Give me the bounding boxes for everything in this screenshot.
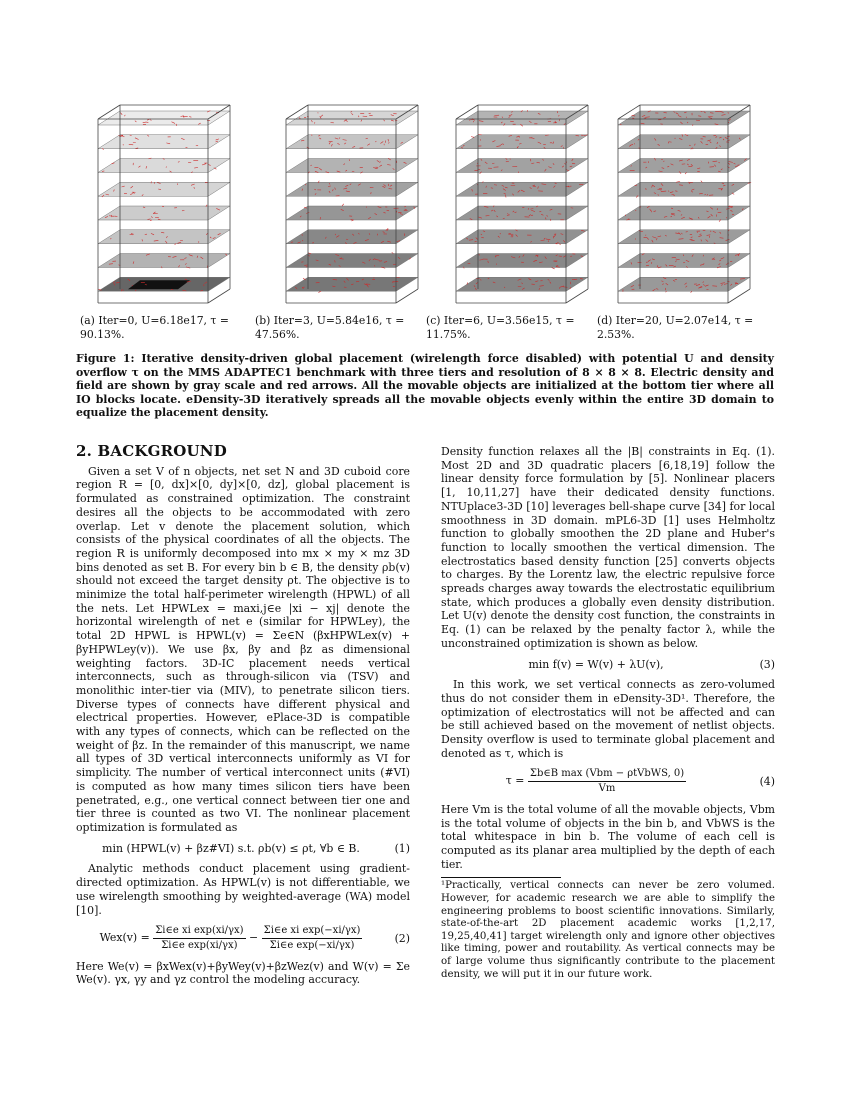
equation-4 bbox=[441, 767, 775, 795]
equation-2-f2-denominator: Σi∈e exp(−xi/γx) bbox=[269, 939, 355, 951]
equation-2-fraction-1 bbox=[153, 924, 245, 952]
section-title: 2. BACKGROUND bbox=[76, 442, 227, 460]
footnote: ¹Practically, vertical connects can never be zero volumed. However, for academic research we are able to simplify the engineering problems to boost scientific innovations. Similarly, state-of-the-art 2D placement academic works [1,2,17, 19,25,40,41] target wirelength only and ignore other objectives like timing, power and routability. As vertical connects may be of large volume thus significantly contribute to the placement density, we will put it in our future work. bbox=[441, 880, 775, 980]
panel-0-slab-3 bbox=[98, 182, 230, 196]
equation-2-lhs: Wex(v) = bbox=[99, 931, 150, 945]
left-column bbox=[76, 442, 410, 987]
panel-3-slab-3 bbox=[618, 182, 750, 196]
right-column bbox=[441, 445, 775, 981]
subcaption-c-label: (c) bbox=[426, 314, 441, 327]
panel-2-slab-1 bbox=[456, 135, 588, 149]
panel-3-frame-edge bbox=[728, 289, 750, 303]
right-paragraph-2: In this work, we set vertical connects as zero-volumed thus do not consider them in eDensity-3D¹. Therefore, the optimization of electrostatics will not be affected and can be still achieved based on the movement of netlist objects. Density overflow is used to terminate global placement and denoted as τ, which is bbox=[441, 678, 775, 760]
panel-3-slab-4 bbox=[618, 206, 750, 220]
subcaption-d-text: Iter=20, U=2.07e14, τ = 2.53%. bbox=[597, 314, 754, 341]
subcaption-b-text: Iter=3, U=5.84e16, τ = 47.56%. bbox=[255, 314, 405, 341]
equation-2-f2-numerator: Σi∈e xi exp(−xi/γx) bbox=[262, 924, 363, 939]
panel-b bbox=[266, 95, 434, 310]
subcaption-b-label: (b) bbox=[255, 314, 271, 327]
panel-d bbox=[598, 95, 766, 310]
equation-1-body: min (HPWL(v) + βz#VI) s.t. ρb(v) ≤ ρt, ∀b ∈ B. bbox=[102, 841, 360, 855]
panel-2-slab-6 bbox=[456, 254, 588, 268]
panel-3-slab-2 bbox=[618, 159, 750, 173]
equation-1 bbox=[76, 842, 410, 856]
panel-1-slab-5 bbox=[286, 230, 418, 244]
footnote-rule bbox=[441, 877, 561, 878]
left-paragraph-1: Given a set V of n objects, net set N and 3D cuboid core region R = [0, dx]×[0, dy]×[0, dz], global placement is formulated as constrained optimization. The constraint desires all the objects to be accommodated with zero overlap. Let v denote the placement solution, which consists of the physical coordinates of all the objects. The region R is uniformly decomposed into mx × my × mz 3D bins denoted as set B. For every bin b ∈ B, the density ρb(v) should not exceed the target density ρt. The objective is to minimize the total half-perimeter wirelength (HPWL) of all the nets. Let HPWLex = maxi,j∈e |xi − xj| denote the horizontal wirelength of net e (similar for HPWLey), the total 2D HPWL is HPWL(v) = Σe∈N (βxHPWLex(v) + βyHPWLey(v)). We use βx, βy and βz as dimensional weighting factors. 3D-IC placement needs vertical interconnects, such as through-silicon via (TSV) and monolithic inter-tier via (MIV), to penetrate silicon tiers. Diverse types of connects have different physical and electrical properties. However, ePlace-3D is compatible with any types of connects, which can be reflected on the weight of βz. In the remainder of this manuscript, we name all types of 3D vertical interconnects uniformly as VI for simplicity. The number of vertical interconnect units (#VI) is computed as how many times silicon tiers have been penetrated, e.g., one vertical connect between tier one and tier three is counted as two VI. The nonlinear placement optimization is formulated as bbox=[76, 464, 410, 834]
equation-4-numerator: Σb∈B max (Vbm − ρtVbWS, 0) bbox=[528, 767, 686, 782]
equation-3 bbox=[441, 658, 775, 672]
subcaption-b bbox=[255, 314, 423, 342]
panel-a bbox=[78, 95, 246, 310]
panel-0-slab-4 bbox=[98, 206, 230, 220]
equation-4-number: (4) bbox=[759, 774, 775, 788]
right-paragraph-1: Density function relaxes all the |B| constraints in Eq. (1). Most 2D and 3D quadratic placers [6,18,19] follow the linear density force formulation by [5]. Nonlinear placers [1, 10,11,27] have their dedicated density functions. NTUplace3-3D [10] leverages bell-shape curve [34] for local smoothness in 3D domain. mPL6-3D [1] uses Helmholtz function to globally smoothen the 2D plane and Huber's function to locally smoothen the vertical dimension. The electrostatics based density function [25] converts objects to charges. By the Lorentz law, the electric repulsive force spreads charges away towards the electrostatic equilibrium state, which produces a globally even density distribution. Let U(v) denote the density cost function, the constraints in Eq. (1) can be relaxed by the penalty factor λ, while the unconstrained optimization is shown as below. bbox=[441, 445, 775, 650]
panel-2-slab-4 bbox=[456, 206, 588, 220]
subcaption-d bbox=[597, 314, 765, 342]
equation-2-fraction-2 bbox=[262, 924, 363, 952]
right-paragraph-3: Here Vm is the total volume of all the movable objects, Vbm is the total volume of objects in the bin b, and VbWS is the total whitespace in bin b. The volume of each cell is computed as its planar area multiplied by the depth of each tier. bbox=[441, 802, 775, 871]
panel-3-slab-7 bbox=[618, 277, 750, 291]
panel-2-field-arrow bbox=[471, 137, 474, 138]
panel-1-slab-2 bbox=[286, 159, 418, 173]
subcaption-a-text: Iter=0, U=6.18e17, τ = 90.13%. bbox=[80, 314, 229, 341]
panel-1-frame-edge bbox=[396, 289, 418, 303]
panel-0-frame-edge bbox=[208, 289, 230, 303]
panel-2-frame-edge bbox=[566, 289, 588, 303]
equation-2-minus: − bbox=[249, 931, 259, 945]
left-paragraph-3: Here We(v) = βxWex(v)+βyWey(v)+βzWez(v) and W(v) = Σe We(v). γx, γy and γz control the modeling accuracy. bbox=[76, 959, 410, 987]
equation-3-body: min f(v) = W(v) + λU(v), bbox=[528, 657, 664, 671]
equation-4-fraction bbox=[528, 767, 686, 795]
equation-2-number: (2) bbox=[394, 931, 410, 945]
panel-d-plot bbox=[598, 95, 766, 310]
panel-0-slab-6 bbox=[98, 254, 230, 268]
panel-b-plot bbox=[266, 95, 434, 310]
panel-1-slab-1 bbox=[286, 135, 418, 149]
subcaption-a-label: (a) bbox=[80, 314, 95, 327]
panel-3-slab-5 bbox=[618, 230, 750, 244]
panel-1-field-arrow bbox=[342, 204, 344, 206]
equation-2 bbox=[76, 924, 410, 952]
panel-a-plot bbox=[78, 95, 246, 310]
equation-4-denominator: Vm bbox=[598, 783, 616, 795]
figure-panels bbox=[78, 95, 778, 310]
equation-3-number: (3) bbox=[759, 657, 775, 671]
panel-c-plot bbox=[436, 95, 604, 310]
panel-3-slab-1 bbox=[618, 135, 750, 149]
equation-1-number: (1) bbox=[394, 841, 410, 855]
subcaption-c-text: Iter=6, U=3.56e15, τ = 11.75%. bbox=[426, 314, 575, 341]
panel-0-slab-1 bbox=[98, 135, 230, 149]
subcaption-c bbox=[426, 314, 594, 342]
subcaption-a bbox=[80, 314, 248, 342]
subcaption-d-label: (d) bbox=[597, 314, 613, 327]
equation-4-lhs: τ = bbox=[505, 774, 525, 788]
equation-2-f1-denominator: Σi∈e exp(xi/γx) bbox=[161, 939, 238, 951]
figure-caption: Figure 1: Iterative density-driven global placement (wirelength force disabled) with potential U and density overflow τ on the MMS ADAPTEC1 benchmark with three tiers and resolution of 8 × 8 × 8. Electric density and field are shown by gray scale and red arrows. All the movable objects are initialized at the bottom tier where all IO blocks locate. eDensity-3D iteratively spreads all the movable objects evenly within the entire 3D domain to equalize the placement density. bbox=[76, 352, 774, 420]
subcaptions bbox=[80, 314, 780, 346]
left-paragraph-2: Analytic methods conduct placement using gradient-directed optimization. As HPWL(v) is not differentiable, we use wirelength smoothing by weighted-average (WA) model [10]. bbox=[76, 862, 410, 917]
panel-c bbox=[436, 95, 604, 310]
equation-2-f1-numerator: Σi∈e xi exp(xi/γx) bbox=[153, 924, 245, 939]
